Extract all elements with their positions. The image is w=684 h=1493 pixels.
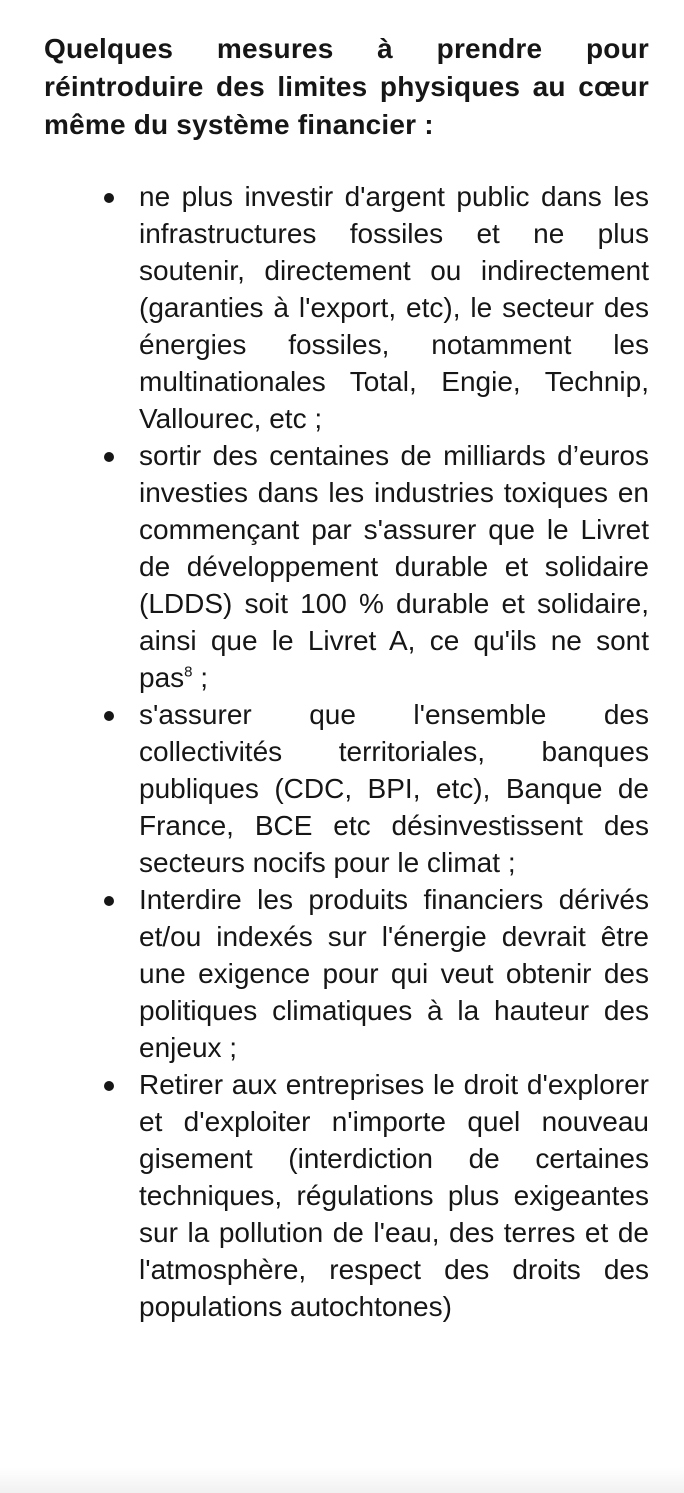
list-item bbox=[0, 881, 649, 1066]
bullet-icon bbox=[104, 896, 114, 906]
bullet-icon bbox=[104, 193, 114, 203]
list-item-tail: ; bbox=[192, 662, 209, 693]
list-item bbox=[0, 1066, 649, 1325]
page-bottom-shadow bbox=[0, 1467, 684, 1493]
list-item-text: ne plus investir d'argent public dans les infrastructures fossiles et ne plus soutenir, directement ou indirectement (garanties à l'export, etc), le secteur des énergies fossiles, notamment les multinationales Total, Engie, Technip, Vallourec, etc ; bbox=[139, 181, 649, 434]
list-item-text: Retirer aux entreprises le droit d'explorer et d'exploiter n'importe quel nouveau gisement (interdiction de certaines techniques, régulations plus exigeantes sur la pollution de l'eau, des terres et de l'atmosphère, respect des droits des populations autochtones) bbox=[139, 1069, 649, 1322]
list-item-text: s'assurer que l'ensemble des collectivités territoriales, banques publiques (CDC, BPI, etc), Banque de France, BCE etc désinvestissent des secteurs nocifs pour le climat ; bbox=[139, 699, 649, 878]
section-heading: Quelques mesures à prendre pour réintroduire des limites physiques au cœur même du système financier : bbox=[44, 33, 649, 140]
list-item bbox=[0, 696, 649, 881]
bullet-icon bbox=[104, 711, 114, 721]
list-item bbox=[0, 437, 649, 696]
bullet-icon bbox=[104, 1081, 114, 1091]
list-item bbox=[0, 178, 649, 437]
footnote-marker: 8 bbox=[184, 663, 193, 681]
list-item-text: sortir des centaines de milliards d’euros investies dans les industries toxiques en commençant par s'assurer que le Livret de développement durable et solidaire (LDDS) soit 100 % durable et solidaire, ainsi que le Livret A, ce qu'ils ne sont pas bbox=[139, 440, 649, 693]
bullet-icon bbox=[104, 452, 114, 462]
measures-list bbox=[0, 178, 684, 1325]
list-item-text: Interdire les produits financiers dérivés et/ou indexés sur l'énergie devrait être une exigence pour qui veut obtenir des politiques climatiques à la hauteur des enjeux ; bbox=[139, 884, 649, 1063]
